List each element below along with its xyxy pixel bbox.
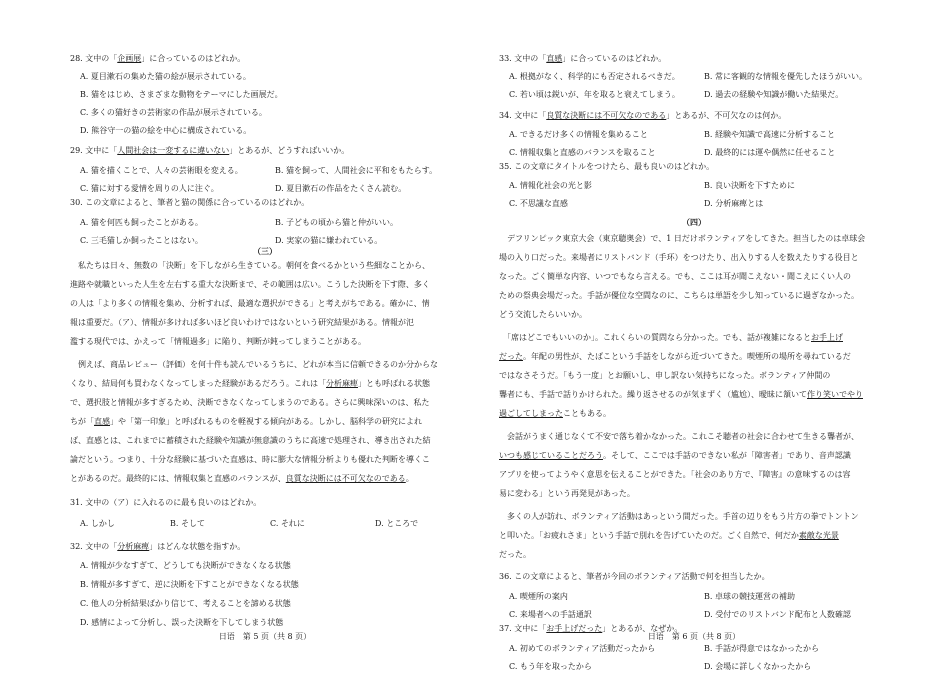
left-text-line (70, 280, 460, 290)
underlined-phrase: いつも感じていることだろう (499, 451, 603, 460)
right-answer-option: C. 若い頃は鋭いが、年を取ると衰えてしまう。 (509, 90, 680, 99)
text-segment: 濫する現代では、かえって「情報過多」に陥り、判断が鈍ってしまうことがある。 (70, 337, 366, 346)
right-text-line (499, 512, 889, 522)
text-segment: 」に合っているのはどれか。 (141, 54, 246, 63)
text-segment: B. 猫をはじめ、さまざまな動物をテーマにした画展だ。 (80, 90, 283, 99)
left-answer-option: A. 猫を描くことで、人々の芸術眼を変える。 (80, 166, 243, 175)
right-answer-option: B. 手話が得意ではなかったから (704, 644, 819, 653)
left-answer-option: D. 夏目漱石の作品をたくさん読む。 (275, 184, 407, 193)
right-text-line (499, 531, 889, 541)
right-text-line (499, 572, 889, 582)
right-answer-option: C. 来場者への手話通訳 (509, 610, 592, 619)
text-segment: くなり、結局何も買わなくなってしまった経験があるだろう。これは「 (70, 379, 326, 388)
text-segment: 31. 文中の（ア）に入れるのに最も良いのはどれか。 (70, 498, 262, 507)
right-answer-option: B. 経験や知識で高速に分析すること (704, 130, 835, 139)
left-text-line (80, 618, 470, 628)
left-text-line (70, 261, 460, 271)
right-text-line (499, 470, 889, 480)
left-answer-option: B. 子どもの頃から猫と仲がいい。 (275, 218, 398, 227)
text-segment: D. 熊谷守一の猫の絵を中心に構成されている。 (80, 126, 252, 135)
right-text-line (499, 451, 889, 461)
right-text-line (499, 409, 889, 419)
right-answer-option: B. 良い決断を下すために (704, 181, 795, 190)
text-segment: 36. この文章によると、筆者が今回のボランティア活動で何を担当したか。 (499, 572, 770, 581)
left-text-line (70, 54, 460, 64)
right-answer-option: B. 卓球の競技運営の補助 (704, 592, 795, 601)
underlined-phrase: 分析麻痺 (117, 542, 150, 551)
right-text-line (499, 272, 889, 282)
text-segment: デフリンピック東京大会（東京聴奥会）で、1 日だけボランティアをしてきた。担当したのは卓球会 (499, 234, 866, 243)
text-segment: 多くの人が訪れ、ボランティア活動はあっという間だった。手首の辺りをもう片方の拳でトントン (499, 512, 859, 521)
text-segment: 」とあるが、不可欠なのは何か。 (666, 111, 787, 120)
text-segment: 」とあるが、なぜか。 (602, 624, 683, 633)
right-text-line (499, 371, 889, 381)
text-segment: 35. この文章にタイトルをつけたら、最も良いのはどれか。 (499, 162, 715, 171)
right-answer-option: D. 受付でのリストバンド配布と人数確認 (704, 610, 851, 619)
text-segment: ではなさそうだ。「もう一度」とお願いし、申し訳ない気持ちになった。ボランティア仲間の (499, 371, 831, 380)
right-answer-option: B. 常に客観的な情報を優先したほうがいい。 (704, 72, 867, 81)
text-segment: 」とあるが、どうすればいいか。 (229, 146, 350, 155)
text-segment: 37. 文中に「 (499, 624, 547, 633)
left-answer-option: B. そして (170, 519, 205, 528)
left-text-line (80, 599, 470, 609)
left-text-line (80, 72, 470, 82)
text-segment: B. 情報が多すぎて、逆に決断を下すことができなくなる状態 (80, 580, 299, 589)
right-text-line (499, 333, 889, 343)
text-segment: とがあるのだ。最終的には、情報収集と直感のバランスが、 (70, 474, 286, 483)
text-segment: 29. 文中に「 (70, 146, 118, 155)
right-answer-option: C. もう年を取ったから (509, 662, 592, 671)
text-segment: アプリを使ってようやく意思を伝えることができた。「社会のあり方で、『障害』の意味するのは容 (499, 470, 851, 479)
right-text-line (499, 111, 889, 121)
left-text-line (70, 436, 460, 446)
text-segment: 」はどんな状態を指すか。 (149, 542, 246, 551)
text-segment: と叩いた。「お疲れさま」という手話で別れを告げていたのだ。ごく自然で、何だか (499, 531, 799, 540)
right-text-line (499, 234, 889, 244)
right-text-line (499, 162, 889, 172)
text-segment: ちが「 (70, 417, 94, 426)
right-text-line (499, 291, 889, 301)
left-text-line (70, 337, 460, 347)
text-segment: 34. 文中に「 (499, 111, 547, 120)
text-segment: ための祭典会場だった。手話が優位な空間なのに、こちらは単語を少し知っているに過ぎなかった。 (499, 291, 859, 300)
underlined-phrase: 作り笑いでやり (807, 390, 863, 399)
left-text-line (70, 398, 460, 408)
right-text-line (499, 352, 889, 362)
left-answer-option: A. 猫を何匹も飼ったことがある。 (80, 218, 203, 227)
left-text-line (80, 126, 470, 136)
text-segment: 論だという。つまり、十分な経験に基づいた直感は、時に膨大な情報分析よりも優れた判断を導くこ (70, 455, 430, 464)
right-answer-option: A. 喫煙所の案内 (509, 592, 568, 601)
underlined-phrase: 良質な決断には不可欠なのである (546, 111, 667, 120)
right-answer-option: C. 不思議な直感 (509, 199, 568, 208)
text-segment: D. 感情によって分析し、誤った決断を下してしまう状態 (80, 618, 284, 627)
text-segment: 会話がうまく通じなくて不安で落ち着かなかった。これこそ聴者の社会に合わせて生きる聾者が、 (499, 432, 859, 441)
left-text-line (80, 580, 470, 590)
right-page-footer: 日语 第 6 页（共 8 页） (647, 632, 741, 641)
right-answer-option: D. 最終的には運や偶然に任せること (704, 148, 836, 157)
text-segment: A. 情報が少なすぎて、どうしても決断ができなくなる状態 (80, 561, 291, 570)
text-segment: 聾者にも、手話で話りかけられた。繰り返させるのが気まずく（尴尬）、曖昧に頷いて (499, 390, 807, 399)
text-segment: 」や「第一印象」と呼ばれるものを軽視する傾向がある。しかし、脳科学の研究によれ (110, 417, 422, 426)
right-text-line (499, 253, 889, 263)
text-segment: 。そして、ここでは手話のできない私が「障害者」であり、音声認識 (603, 451, 851, 460)
left-answer-option: C. 猫に対する愛情を周りの人に注ぐ。 (80, 184, 219, 193)
underlined-phrase: お手上げ (811, 333, 843, 342)
left-text-line (80, 561, 470, 571)
right-answer-option: D. 分析麻痺とは (704, 199, 764, 208)
left-text-line (70, 198, 460, 208)
text-segment: 」に合っているのはどれか。 (562, 54, 667, 63)
text-segment: の人は「より多くの情報を集め、分析すれば、最適な選択ができる」と考えがちである。確かに、情 (70, 299, 430, 308)
left-text-line (70, 455, 460, 465)
left-text-line (70, 299, 460, 309)
text-segment: 33. 文中の「 (499, 54, 547, 63)
text-segment: 進路や就職といった人生を左右する重大な決断まで、その範囲は広い。こうした決断を下す際、多く (70, 280, 430, 289)
left-text-line (70, 542, 460, 552)
text-segment: 」とも呼ばれる状態 (358, 379, 430, 388)
underlined-phrase: 素敵な光景 (798, 531, 839, 540)
right-text-line (499, 489, 889, 499)
left-text-line (80, 108, 470, 118)
underlined-phrase: 企画展 (117, 54, 142, 63)
text-segment: 場の入り口だった。来場者にリストバンド（手环）をつけたり、出入りする人を数えたりする役目と (499, 253, 859, 262)
left-answer-option: D. ところで (375, 519, 419, 528)
right-answer-option: D. 会場に詳しくなかったから (704, 662, 812, 671)
underlined-phrase: 過ごしてしまった (499, 409, 563, 418)
left-page-footer: 日语 第 5 页（共 8 页） (218, 632, 312, 641)
right-answer-option: A. できるだけ多くの情報を集めること (509, 130, 648, 139)
right-text-line (499, 550, 889, 560)
text-segment: C. 多くの猫好きの芸術家の作品が展示されている。 (80, 108, 267, 117)
text-segment: 私たちは日々、無数の「決断」を下しながら生きている。朝何を食べるかという些細なことから、 (70, 261, 430, 270)
text-segment: なった。ごく簡単な内容、いつでもなら言える。でも、ここは耳が聞こえない・聞こえにくい人の (499, 272, 851, 281)
left-text-line (70, 146, 460, 156)
text-segment: 。年配の男性が、たばこという手話をしながら近づいてきた。喫煙所の場所を尋ねているだ (523, 352, 851, 361)
left-section-heading: （三） (253, 246, 277, 256)
left-text-line (70, 417, 460, 427)
left-text-line (70, 498, 460, 508)
right-answer-option: D. 過去の経験や知識が働いた結果だ。 (704, 90, 844, 99)
text-segment: ば、直感とは、これまでに蓄積された経験や知識が無意識のうちに高速で処理され、導き出された結 (70, 436, 431, 445)
underlined-phrase: 良質な決断には不可欠なのである (285, 474, 406, 483)
right-answer-option: A. 情報化社会の光と影 (509, 181, 592, 190)
text-segment: 28. 文中の「 (70, 54, 118, 63)
left-text-line (70, 360, 460, 370)
text-segment: A. 夏目漱石の集めた猫の絵が展示されている。 (80, 72, 251, 81)
underlined-phrase: 直感 (546, 54, 563, 63)
right-answer-option: A. 初めてのボランティア活動だったから (509, 644, 656, 653)
right-answer-option: A. 根拠がなく、科学的にも否定されるべきだ。 (509, 72, 680, 81)
text-segment: 報は重要だ。（ア）、情報が多ければ多いほど良いわけではないという研究結果がある。情報が氾 (70, 318, 414, 327)
right-section-heading: （四） (682, 217, 706, 227)
text-segment: 。 (405, 474, 414, 483)
right-text-line (499, 54, 889, 64)
text-segment: だった。 (499, 550, 531, 559)
left-answer-option: D. 実家の猫に嫌われている。 (275, 236, 383, 245)
left-text-line (70, 318, 460, 328)
text-segment: こともある。 (563, 409, 611, 418)
text-segment: 易に変わる」という再発見があった。 (499, 489, 635, 498)
left-answer-option: C. 三毛猫しか飼ったことはない。 (80, 236, 203, 245)
text-segment: 「席はどこでもいいのか」。これくらいの質問なら分かった。でも、話が複雑になると (499, 333, 811, 342)
text-segment: 例えば、商品レビュー（評価）を何十件も読んでいるうちに、どれが本当に信頼できるのか分からな (70, 360, 438, 369)
underlined-phrase: 人間社会は一変するに違いない (117, 146, 230, 155)
text-segment: どう交流したらいいか。 (499, 310, 587, 319)
text-segment: 30. この文章によると、筆者と猫の関係に合っているのはどれか。 (70, 198, 310, 207)
text-segment: 32. 文中の「 (70, 542, 118, 551)
left-answer-option: C. それに (270, 519, 305, 528)
text-segment: で、選択肢と情報が多すぎるため、決断できなくなってしまうのである。さらに興味深いのは、私た (70, 398, 430, 407)
right-answer-option: C. 情報収集と直感のバランスを取ること (509, 148, 656, 157)
left-answer-option: A. しかし (80, 519, 115, 528)
underlined-phrase: 直感 (94, 417, 110, 426)
right-text-line (499, 390, 889, 400)
underlined-phrase: だった (499, 352, 523, 361)
right-text-line (499, 432, 889, 442)
right-text-line (499, 310, 889, 320)
left-text-line (70, 379, 460, 389)
left-text-line (80, 90, 470, 100)
left-text-line (70, 474, 460, 484)
underlined-phrase: お手上げだった (546, 624, 603, 633)
underlined-phrase: 分析麻痺 (326, 379, 358, 388)
left-answer-option: B. 猫を飼って、人間社会に平和をもたらす。 (275, 166, 438, 175)
text-segment: C. 他人の分析結果ばかり信じて、考えることを諦める状態 (80, 599, 291, 608)
